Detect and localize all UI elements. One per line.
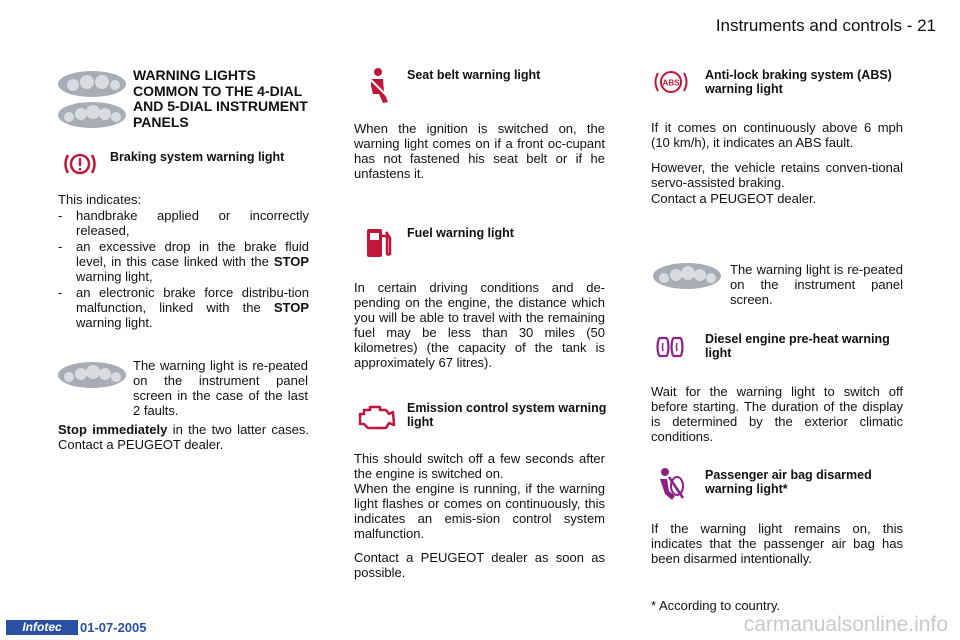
- footer-date: 01-07-2005: [80, 620, 147, 635]
- page-header: Instruments and controls - 21: [715, 16, 936, 35]
- left-panel-note: The warning light is re-peated on the instrument panel screen in the case of the last 2 faults.: [133, 358, 308, 418]
- instrument-panel-icon: [57, 361, 127, 389]
- abs-text-3: Contact a PEUGEOT dealer.: [651, 191, 817, 206]
- abs-text-2: However, the vehicle retains conven-tional servo-assisted braking.: [651, 160, 903, 190]
- fuel-heading: Fuel warning light: [407, 226, 514, 240]
- list-item: - an excessive drop in the brake fluid level, in this case linked with the STOP warning light,: [58, 239, 309, 284]
- braking-heading: Braking system warning light: [110, 150, 285, 164]
- emission-text-2: When the engine is running, if the warning light flashes or comes on continuously, this indicates an emis-sion control system malfunction.: [354, 481, 605, 541]
- instrument-panel-4-dial-icon: [57, 70, 127, 98]
- emission-heading: Emission control system warning light: [407, 401, 607, 429]
- braking-intro: This indicates:: [58, 192, 142, 207]
- svg-text:ABS: ABS: [662, 78, 680, 88]
- fuel-text: In certain driving conditions and de-pending on the engine, the distance which you will be able to travel with the remaining fuel may be less than 30 miles (50 kilometres) (the capacity of the tank is approximately 67 litres).: [354, 280, 605, 370]
- infotec-badge: Infotec: [6, 620, 78, 635]
- right-panel-note: The warning light is re-peated on the instrument panel screen.: [730, 262, 903, 307]
- seatbelt-text: When the ignition is switched on, the warning light comes on if a front oc-cupant has not fastened his seat belt or if he unfastens it.: [354, 121, 605, 181]
- abs-text-1: If it comes on continuously above 6 mph (10 km/h), it indicates an ABS fault.: [651, 120, 903, 150]
- section-title: WARNING LIGHTS COMMON TO THE 4-DIAL AND 5-DIAL INSTRUMENT PANELS: [133, 67, 308, 130]
- diesel-text: Wait for the warning light to switch off before starting. The duration of the display is determined by the exterior climatic conditions.: [651, 384, 903, 444]
- brake-warning-icon: [62, 150, 98, 178]
- diesel-heading: Diesel engine pre-heat warning light: [705, 332, 890, 360]
- airbag-heading: Passenger air bag disarmed warning light*: [705, 468, 872, 496]
- footnote: * According to country.: [651, 598, 781, 613]
- emission-text-3: Contact a PEUGEOT dealer as soon as possible.: [354, 550, 605, 580]
- fuel-pump-icon: [364, 226, 394, 260]
- instrument-panel-icon: [652, 262, 722, 290]
- abs-icon: [651, 67, 691, 97]
- watermark: carmanualsonline.info: [743, 613, 948, 636]
- glow-plug-icon: [655, 335, 695, 359]
- stop-immediately-text: Stop immediately in the two latter cases. Contact a PEUGEOT dealer.: [58, 422, 309, 452]
- list-item: - an electronic brake force distribu-tion malfunction, linked with the STOP warning light.: [58, 285, 309, 330]
- instrument-panel-5-dial-icon: [57, 101, 127, 129]
- list-item: - handbrake applied or incorrectly released,: [58, 208, 309, 238]
- airbag-off-icon: [655, 466, 685, 506]
- abs-heading: Anti-lock braking system (ABS) warning light: [705, 68, 892, 96]
- emission-text-1: This should switch off a few seconds after the engine is switched on.: [354, 451, 605, 481]
- seatbelt-heading: Seat belt warning light: [407, 68, 541, 82]
- airbag-text: If the warning light remains on, this indicates that the passenger air bag has been disarmed intentionally.: [651, 521, 903, 566]
- braking-list: [58, 208, 309, 331]
- engine-icon: [356, 403, 398, 433]
- seat-belt-icon: [362, 66, 392, 106]
